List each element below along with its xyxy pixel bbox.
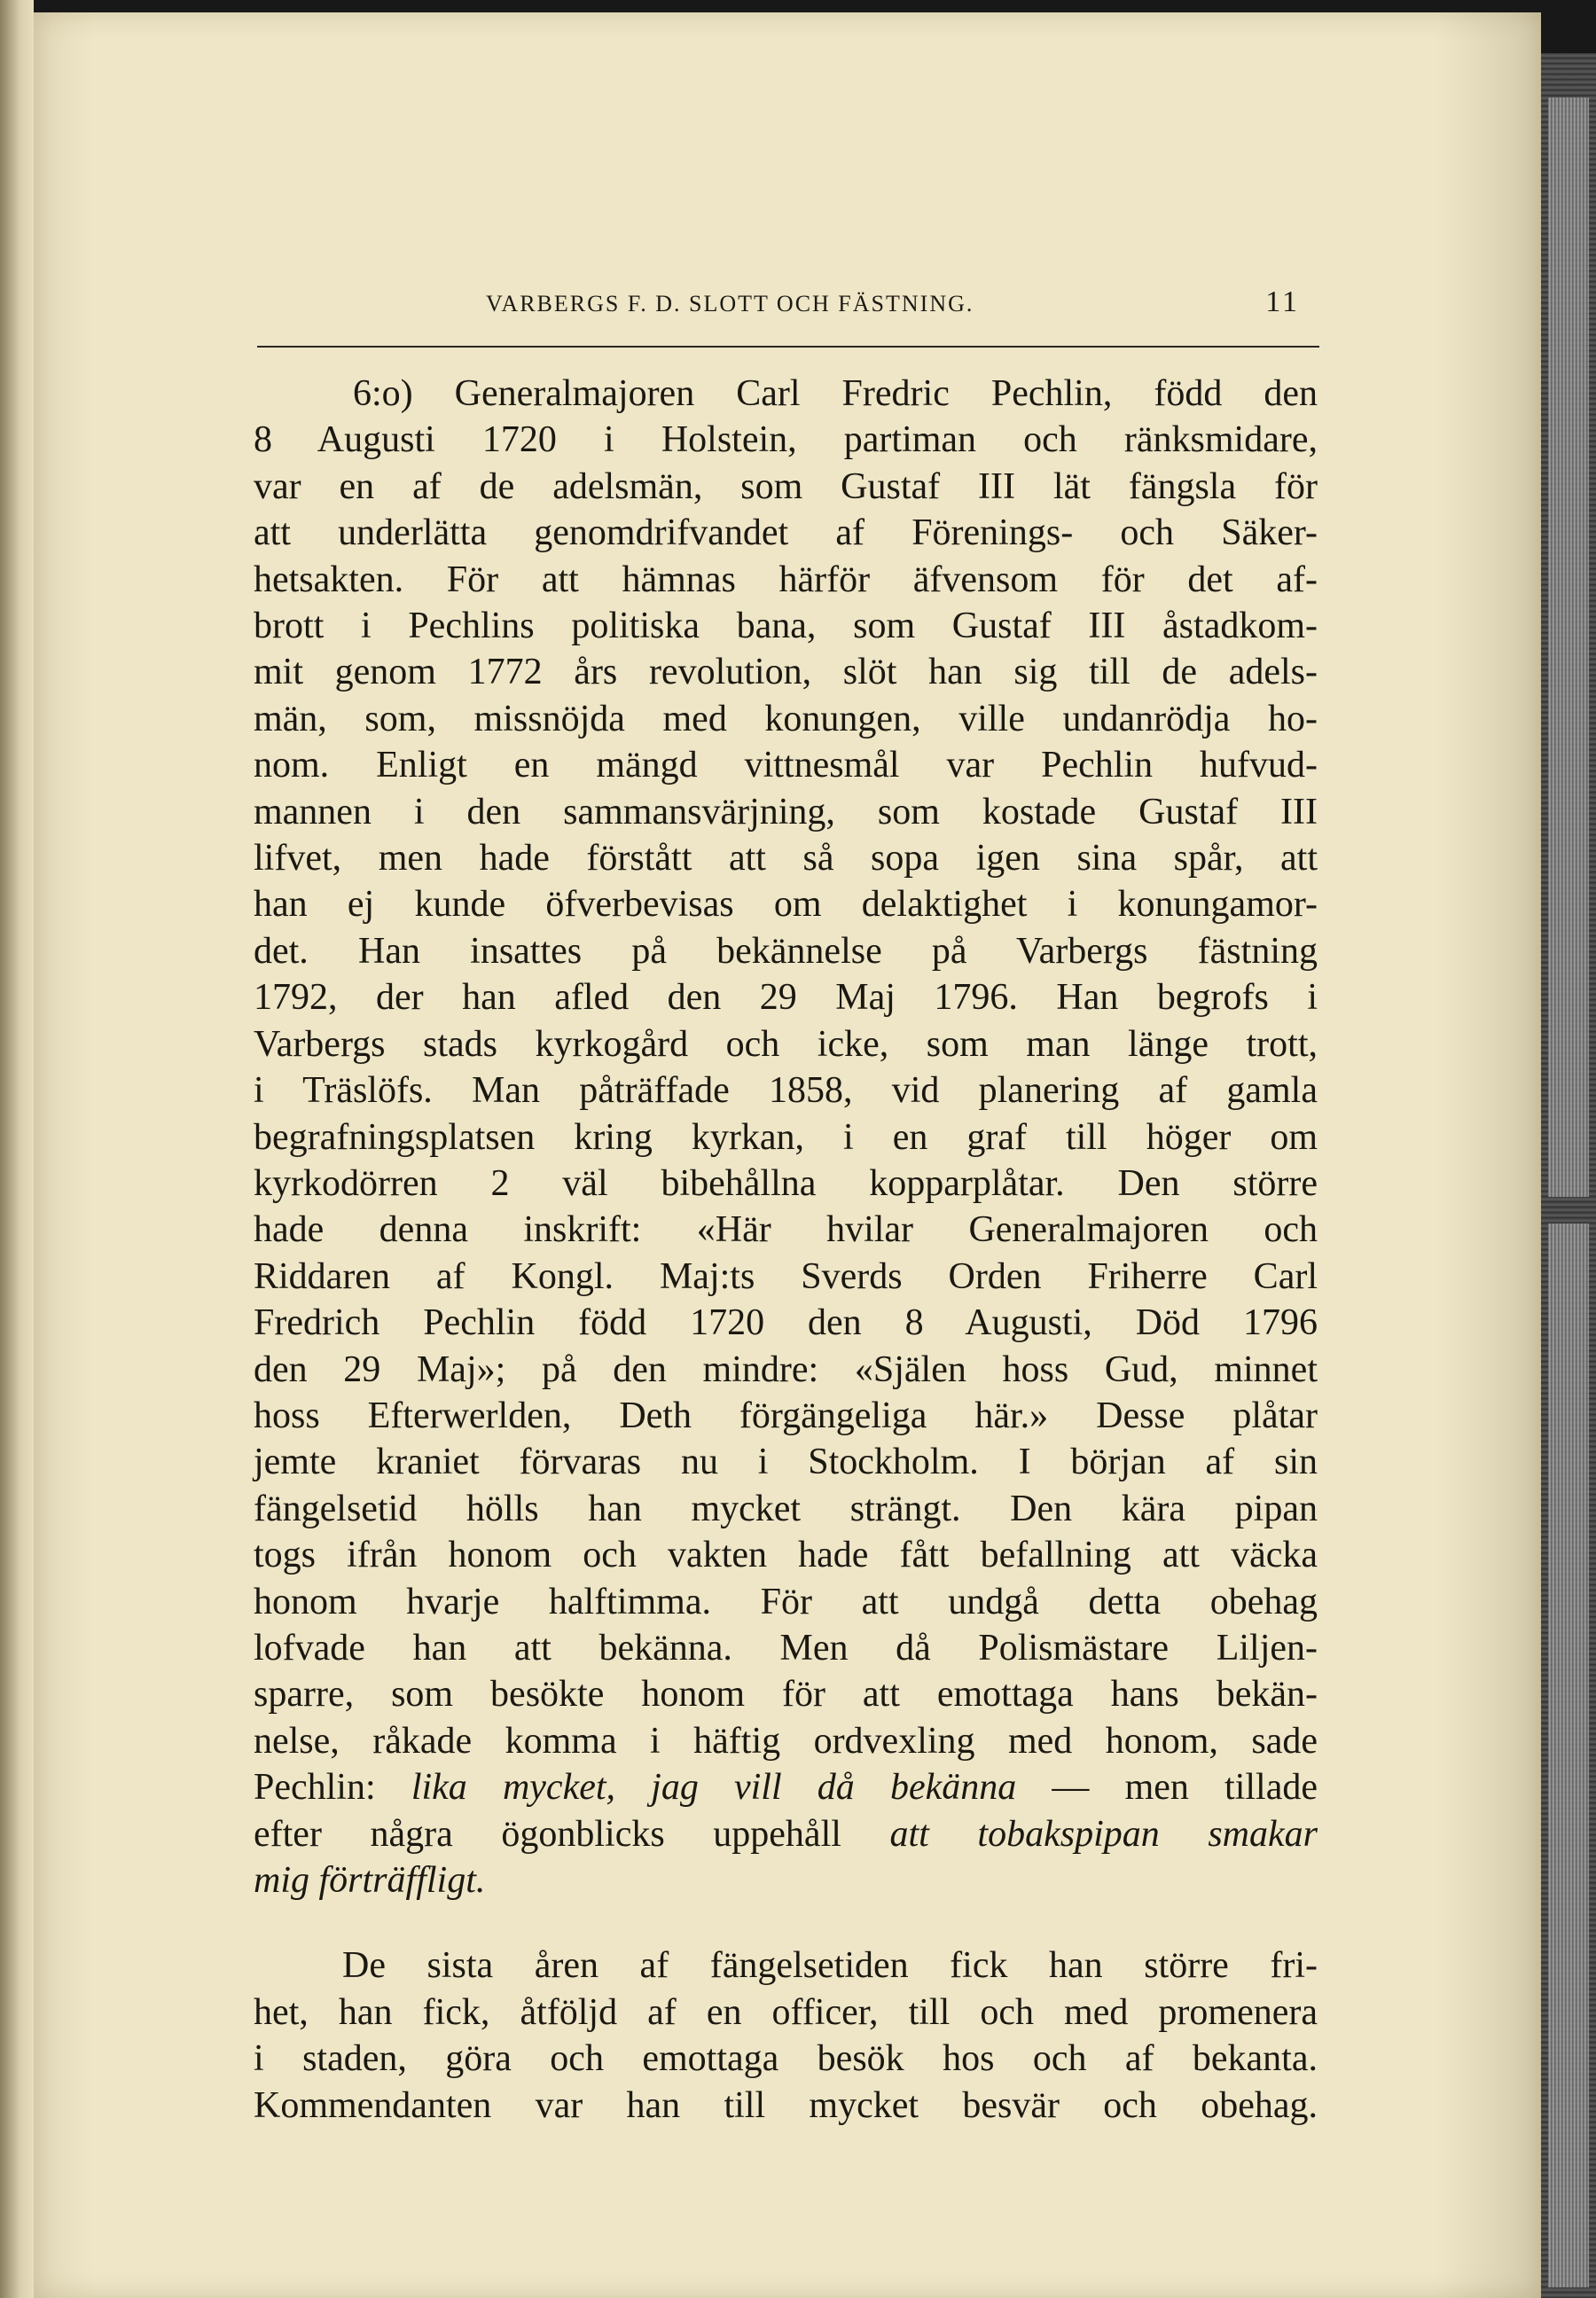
text-line: var en af de adelsmän, som Gustaf III lät fängsla för [254,465,1318,507]
text-line: honom hvarje halftimma. För att undgå detta obehag [254,1581,1318,1622]
text-line: jemte kraniet förvaras nu i Stockholm. I början af sin [254,1442,1318,1483]
text-line: nom. Enligt en mängd vittnesmål var Pechlin hufvud- [254,745,1318,786]
text-line: sparre, som besökte honom för att emottaga hans bekän- [254,1674,1318,1716]
text-line: Varbergs stads kyrkogård och icke, som man länge trott, [254,1023,1318,1065]
text-line: Fredrich Pechlin född 1720 den 8 Augusti, Död 1796 [254,1302,1318,1344]
text-line: i Träslöfs. Man påträffade 1858, vid planering af gamla [254,1070,1318,1112]
italic-quote: att tobakspipan smakar [889,1813,1318,1855]
text-line: het, han fick, åtföljd af en officer, till och med promenera [254,1991,1318,2033]
text-line: nelse, råkade komma i häftig ordvexling med honom, sade [254,1720,1318,1762]
text-line-mixed [254,1764,1318,1810]
text-line: lifvet, men hade förstått att så sopa igen sina spår, att [254,838,1318,879]
text-line: fängelsetid hölls han mycket strängt. Den kära pipan [254,1488,1318,1529]
text-line: brott i Pechlins politiska bana, som Gustaf III åstadkom- [254,606,1318,647]
running-title: VARBERGS F. D. SLOTT OCH FÄSTNING. [486,291,974,317]
text-line: det. Han insattes på bekännelse på Varbergs fästning [254,930,1318,972]
plain-text: — men tillade [1016,1767,1318,1809]
text-line: begrafningsplatsen kring kyrkan, i en graf till höger om [254,1116,1318,1158]
text-line: 1792, der han afled den 29 Maj 1796. Han begrofs i [254,977,1318,1019]
page-header [220,285,1319,326]
text-line: lofvade han att bekänna. Men då Polismästare Liljen- [254,1627,1318,1669]
header-rule [1185,346,1319,348]
plain-text: efter några ögonblicks uppehåll [254,1813,890,1855]
text-line: hade denna inskrift: «Här hvilar Generalmajoren och [254,1209,1318,1251]
body-text [254,371,1318,2129]
text-line: Riddaren af Kongl. Maj:ts Sverds Orden Friherre Carl [254,1255,1318,1297]
text-line: Kommendanten var han till mycket besvär och obehag. [254,2084,1318,2126]
plain-text: Pechlin: [254,1767,411,1809]
text-line-mixed [254,1811,1318,1857]
text-line: De sista åren af fängelsetiden fick han större fri- [342,1945,1318,1987]
text-line: den 29 Maj»; på den mindre: «Själen hoss Gud, minnet [254,1348,1318,1390]
binding-segment [1548,98,1589,1197]
text-line: hoss Efterwerlden, Deth förgängeliga här.» Desse plåtar [254,1395,1318,1436]
text-line: i staden, göra och emottaga besök hos och af bekanta. [254,2038,1318,2080]
text-line: togs ifrån honom och vakten hade fått befallning att väcka [254,1535,1318,1576]
italic-quote: mig förträffligt. [254,1860,486,1901]
book-binding [1541,53,1596,2298]
page-number: 11 [1265,285,1300,318]
text-line: att underlätta genomdrifvandet af Förenings- och Säker- [254,512,1318,554]
text-line: hetsakten. För att hämnas härför äfvensom för det af- [254,559,1318,600]
text-line: kyrkodörren 2 väl bibehållna kopparplåtar. Den större [254,1162,1318,1204]
italic-quote: lika mycket, jag vill då bekänna [411,1767,1017,1809]
text-line: 6:o) Generalmajoren Carl Fredric Pechlin, född den [353,373,1318,414]
text-line: 8 Augusti 1720 i Holstein, partiman och ränksmidare, [254,419,1318,461]
header-rule [257,346,1185,348]
text-line: han ej kunde öfverbevisas om delaktighet i konungamor- [254,884,1318,926]
text-line-italic [254,1857,1318,1903]
page-left-edge [0,0,34,2298]
text-line: mit genom 1772 års revolution, slöt han sig till de adels- [254,652,1318,693]
text-line: mannen i den sammansvärjning, som kostade Gustaf III [254,791,1318,832]
text-line: män, som, missnöjda med konungen, ville undanrödja ho- [254,698,1318,739]
binding-segment [1548,1223,1589,2287]
